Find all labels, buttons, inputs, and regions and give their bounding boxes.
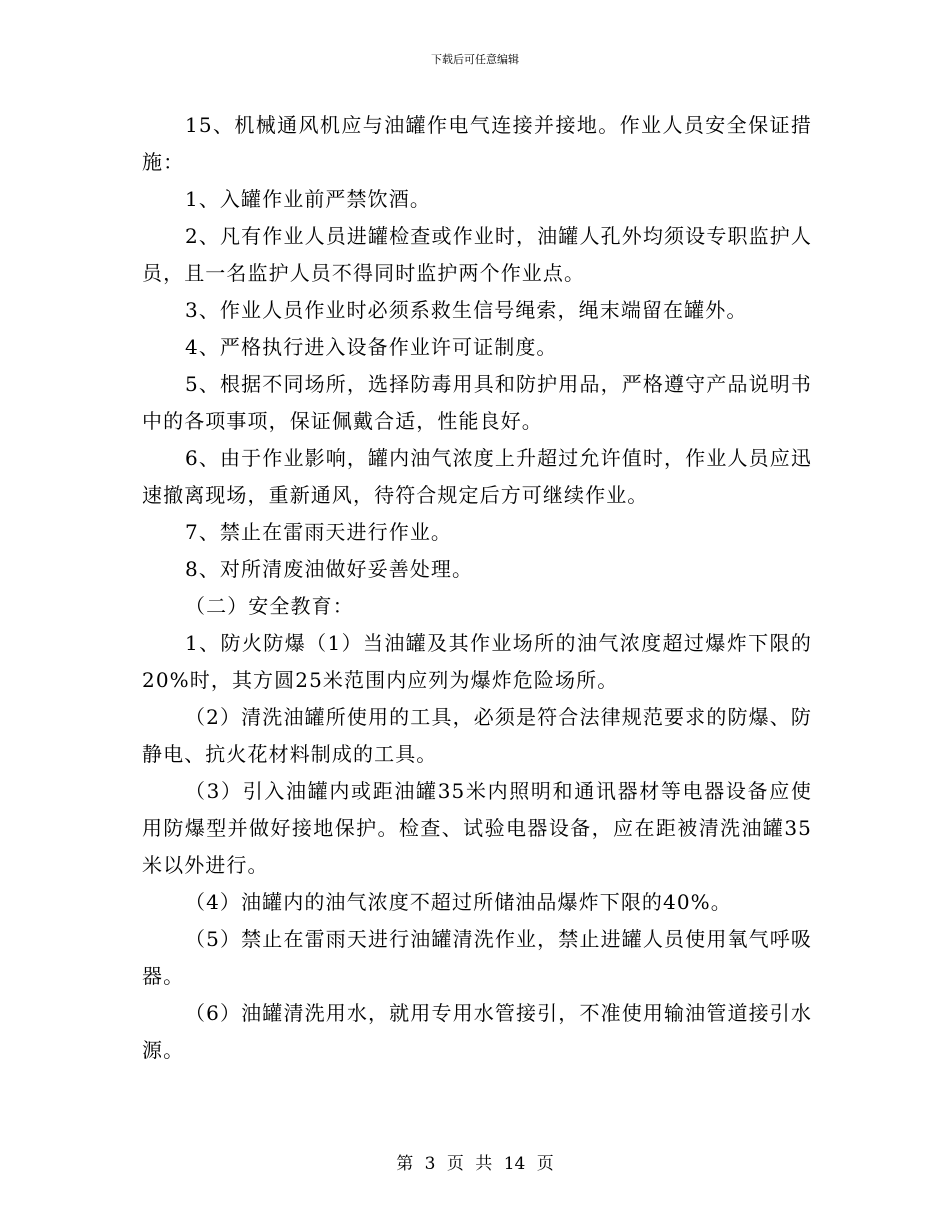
paragraph: 3、作业人员作业时必须系救生信号绳索，绳末端留在罐外。	[185, 298, 748, 322]
paragraph: 1、入罐作业前严禁饮酒。	[185, 187, 431, 211]
paragraph: （6）油罐清洗用水，就用专用水管接引，不准使用输油管道接引水源。	[142, 1001, 812, 1062]
paragraph: 4、严格执行进入设备作业许可证制度。	[185, 335, 558, 359]
paragraph: 15、机械通风机应与油罐作电气连接并接地。作业人员安全保证措施：	[142, 113, 812, 174]
paragraph: 7、禁止在雷雨天进行作业。	[185, 520, 453, 544]
paragraph: 2、凡有作业人员进罐检查或作业时，油罐人孔外均须设专职监护人员，且一名监护人员不得同时监护两个作业点。	[142, 224, 812, 285]
section-heading: （二）安全教育：	[185, 594, 354, 618]
page-header: 下载后可任意编辑	[431, 53, 519, 66]
paragraph: （2）清洗油罐所使用的工具，必须是符合法律规范要求的防爆、防静电、抗火花材料制成的工具。	[142, 705, 812, 766]
paragraph: （4）油罐内的油气浓度不超过所储油品爆炸下限的40%。	[185, 890, 732, 914]
document-body	[142, 107, 812, 1069]
page-number-footer: 第 3 页 共 14 页	[396, 1154, 554, 1174]
paragraph: （3）引入油罐内或距油罐35米内照明和通讯器材等电器设备应使用防爆型并做好接地保护。检查、试验电器设备，应在距被清洗油罐35米以外进行。	[142, 779, 812, 877]
paragraph: 8、对所清废油做好妥善处理。	[185, 557, 474, 581]
paragraph: 6、由于作业影响，罐内油气浓度上升超过允许值时，作业人员应迅速撤离现场，重新通风，待符合规定后方可继续作业。	[142, 446, 812, 507]
paragraph: 1、防火防爆（1）当油罐及其作业场所的油气浓度超过爆炸下限的20%时，其方圆25米范围内应列为爆炸危险场所。	[142, 631, 812, 692]
paragraph: （5）禁止在雷雨天进行油罐清洗作业，禁止进罐人员使用氧气呼吸器。	[142, 927, 812, 988]
paragraph: 5、根据不同场所，选择防毒用具和防护用品，严格遵守产品说明书中的各项事项，保证佩戴合适，性能良好。	[142, 372, 812, 433]
